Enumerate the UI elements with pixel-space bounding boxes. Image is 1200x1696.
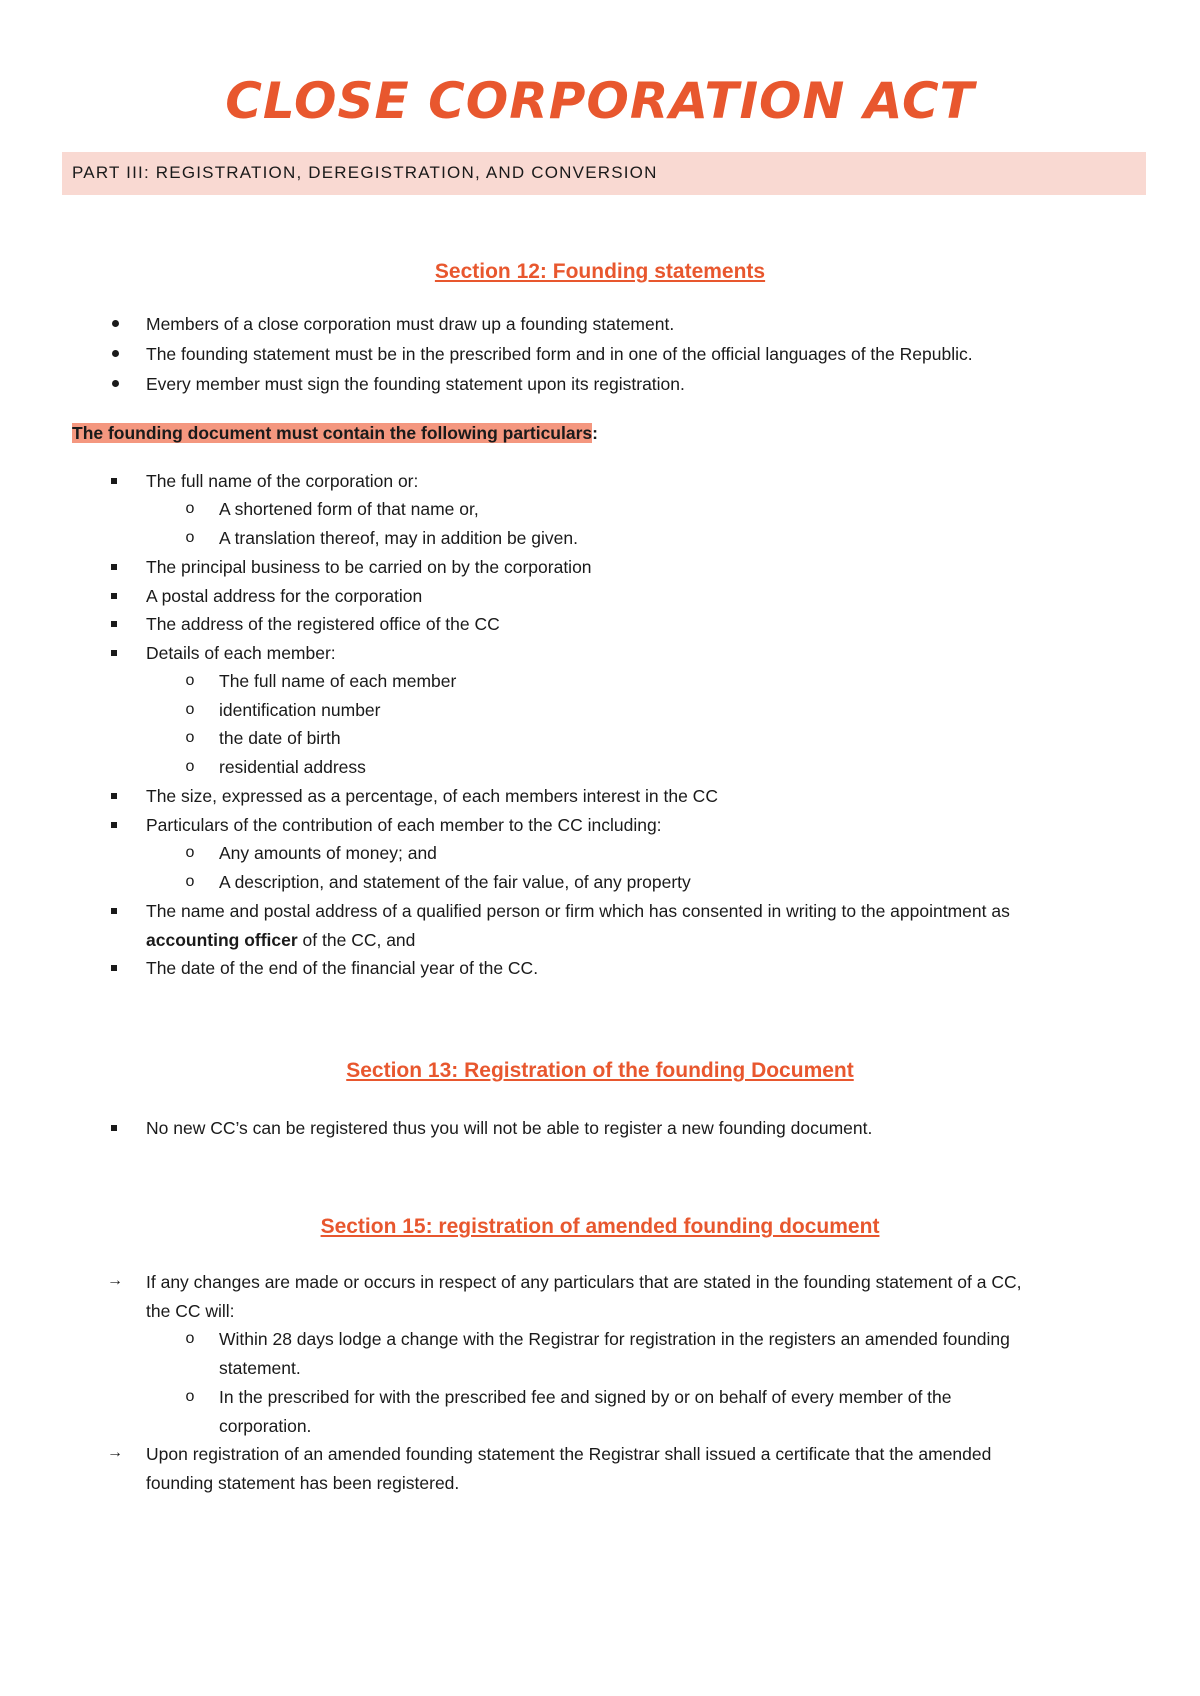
list-item-continuation: corporation. — [219, 1416, 312, 1436]
list-item: In the prescribed for with the prescribed fee and signed by or on behalf of every member of the — [219, 1387, 952, 1407]
bullet-square-icon — [111, 621, 117, 627]
sub-bullet-icon: o — [185, 873, 195, 890]
list-item: The full name of each member — [219, 671, 457, 691]
bold-text: accounting officer — [146, 930, 298, 950]
arrow-right-icon: → — [107, 1444, 123, 1461]
list-item: residential address — [219, 757, 366, 777]
sub-bullet-icon: o — [185, 1330, 195, 1347]
bullet-square-icon — [111, 593, 117, 599]
section-15-heading: Section 15: registration of amended founding document — [320, 1215, 880, 1238]
list-item-continuation: founding statement has been registered. — [146, 1473, 460, 1493]
section-12-heading: Section 12: Founding statements — [434, 260, 766, 283]
list-item: Particulars of the contribution of each member to the CC including: — [146, 815, 662, 835]
bullet-square-icon — [111, 650, 117, 656]
list-item: The size, expressed as a percentage, of each members interest in the CC — [146, 786, 718, 806]
bullet-square-icon — [111, 822, 117, 828]
list-item-continuation — [146, 928, 415, 952]
sub-bullet-icon: o — [185, 729, 195, 746]
document-title: CLOSE CORPORATION ACT — [225, 72, 975, 130]
list-item: The principal business to be carried on by the corporation — [146, 557, 592, 577]
list-item: A postal address for the corporation — [146, 586, 423, 606]
list-item-continuation: statement. — [219, 1358, 301, 1378]
bullet-square-icon — [111, 478, 117, 484]
list-item: Upon registration of an amended founding statement the Registrar shall issued a certificate that the amended — [146, 1444, 992, 1464]
list-item: A description, and statement of the fair value, of any property — [219, 872, 691, 892]
list-item: No new CC’s can be registered thus you will not be able to register a new founding document. — [146, 1118, 873, 1138]
list-item: Within 28 days lodge a change with the Registrar for registration in the registers an amended founding — [219, 1329, 1010, 1349]
list-item-continuation: the CC will: — [146, 1301, 235, 1321]
list-item: the date of birth — [219, 728, 341, 748]
section-13-heading: Section 13: Registration of the founding Document — [346, 1059, 854, 1082]
bullet-square-icon — [111, 564, 117, 570]
part-banner: PART III: REGISTRATION, DEREGISTRATION, AND CONVERSION — [62, 152, 1146, 195]
bullet-dot-icon — [112, 350, 119, 357]
list-item: If any changes are made or occurs in respect of any particulars that are stated in the founding statement of a CC, — [146, 1272, 1022, 1292]
bullet-square-icon — [111, 908, 117, 914]
list-item: Every member must sign the founding statement upon its registration. — [146, 374, 685, 394]
bullet-square-icon — [111, 965, 117, 971]
sub-bullet-icon: o — [185, 1388, 195, 1405]
list-item: The name and postal address of a qualified person or firm which has consented in writing to the appointment as — [146, 901, 1010, 921]
list-item: The full name of the corporation or: — [146, 471, 419, 491]
particulars-label — [72, 421, 598, 445]
list-item: The date of the end of the financial year of the CC. — [146, 958, 539, 978]
bullet-square-icon — [111, 1125, 117, 1131]
highlighted-text: The founding document must contain the following particulars — [72, 423, 593, 443]
list-item: Members of a close corporation must draw up a founding statement. — [146, 314, 675, 334]
list-item: The address of the registered office of the CC — [146, 614, 500, 634]
sub-bullet-icon: o — [185, 500, 195, 517]
list-item: A translation thereof, may in addition be given. — [219, 528, 578, 548]
list-item: The founding statement must be in the prescribed form and in one of the official languages of the Republic. — [146, 344, 973, 364]
sub-bullet-icon: o — [185, 844, 195, 861]
list-item: Details of each member: — [146, 643, 336, 663]
label-colon: : — [592, 423, 598, 443]
arrow-right-icon: → — [107, 1272, 123, 1289]
inline-text: of the CC, and — [297, 930, 416, 950]
list-item: identification number — [219, 700, 381, 720]
bullet-dot-icon — [112, 320, 119, 327]
list-item: A shortened form of that name or, — [219, 499, 479, 519]
bullet-square-icon — [111, 793, 117, 799]
sub-bullet-icon: o — [185, 701, 195, 718]
bullet-dot-icon — [112, 380, 119, 387]
sub-bullet-icon: o — [185, 758, 195, 775]
sub-bullet-icon: o — [185, 529, 195, 546]
sub-bullet-icon: o — [185, 672, 195, 689]
list-item: Any amounts of money; and — [219, 843, 437, 863]
